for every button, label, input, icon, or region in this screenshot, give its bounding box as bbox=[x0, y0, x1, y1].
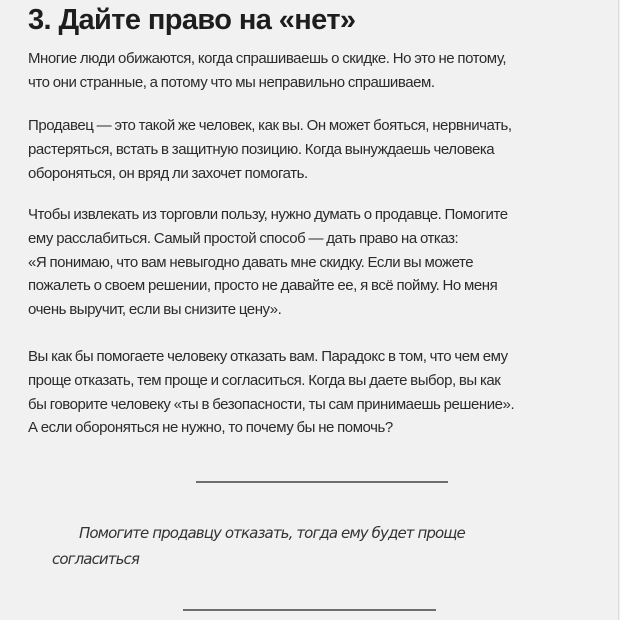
paragraph-2 bbox=[28, 114, 512, 185]
paragraph-line: обороняться, он вряд ли захочет помогать. bbox=[28, 164, 308, 182]
paragraph-line: Чтобы извлекать из торговли пользу, нужно думать о продавце. Помогите bbox=[28, 206, 508, 223]
paragraph-line: Многие люди обижаются, когда спрашиваешь о скидке. Но это не потому, bbox=[28, 50, 507, 67]
paragraph-line: «Я понимаю, что вам невыгодно давать мне скидку. Если вы можете bbox=[28, 253, 474, 271]
paragraph-line: Вы как бы помогаете человеку отказать вам. Парадокс в том, что чем ему bbox=[28, 348, 508, 365]
section-heading: 3. Дайте право на «нет» bbox=[28, 4, 356, 36]
paragraph-line: Продавец — это такой же человек, как вы. Он может бояться, нервничать, bbox=[28, 117, 512, 134]
paragraph-line: что они странные, а потому что мы неправильно спрашиваем. bbox=[28, 73, 435, 91]
paragraph-line: очень выручит, если вы снизите цену». bbox=[28, 301, 282, 319]
paragraph-line: ему расслабиться. Самый простой способ — дать право на отказ: bbox=[28, 229, 459, 247]
paragraph-line: растеряться, встать в защитную позицию. Когда вынуждаешь человека bbox=[28, 140, 495, 158]
paragraph-line: пожалеть о своем решении, просто не давайте ее, я всё пойму. Но меня bbox=[28, 277, 498, 295]
paragraph-line: бы говорите человеку «ты в безопасности, ты сам принимаешь решение». bbox=[28, 395, 515, 413]
quote-divider-bottom bbox=[183, 609, 436, 611]
paragraph-3 bbox=[28, 203, 508, 322]
paragraph-4 bbox=[28, 345, 514, 440]
paragraph-1 bbox=[28, 47, 506, 95]
paragraph-line: проще отказать, тем проще и согласиться. Когда вы даете выбор, вы как bbox=[28, 371, 501, 389]
page-edge-border bbox=[618, 0, 619, 620]
paragraph-line: А если обороняться не нужно, то почему бы не помочь? bbox=[28, 419, 393, 437]
quote-divider-top bbox=[196, 481, 448, 483]
pull-quote bbox=[52, 520, 572, 572]
pull-quote-line: согласиться bbox=[52, 550, 140, 568]
pull-quote-line: Помогите продавцу отказать, тогда ему будет проще bbox=[79, 524, 465, 542]
